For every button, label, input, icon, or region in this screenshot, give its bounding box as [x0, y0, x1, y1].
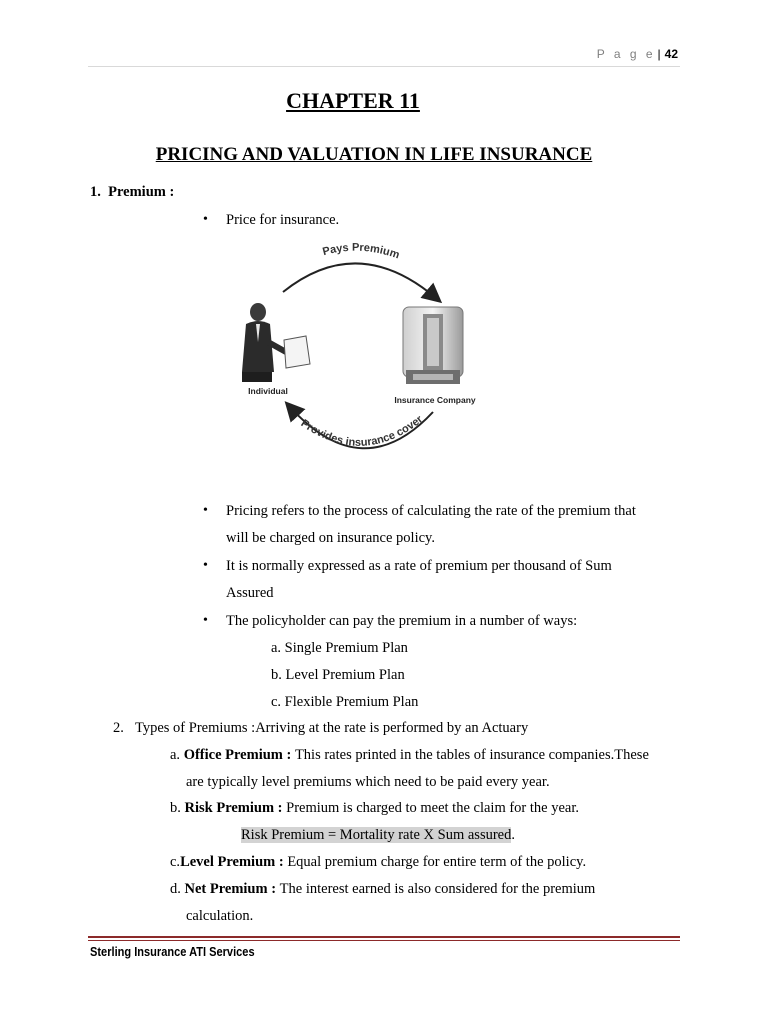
- bullet-ways: The policyholder can pay the premium in a number of ways:: [226, 613, 578, 629]
- bullet-dot: •: [203, 558, 208, 573]
- net-premium-text: The interest earned is also considered for the premium: [279, 881, 596, 897]
- risk-premium-text: Premium is charged to meet the claim for the year.: [286, 800, 580, 816]
- page-header: [597, 47, 678, 61]
- premium-cycle-diagram: [228, 232, 498, 472]
- bullet-dot: •: [203, 212, 208, 227]
- header-rule: [88, 66, 680, 67]
- level-premium-line: [170, 853, 586, 871]
- bullet-price: Price for insurance.: [226, 212, 340, 228]
- footer-rule: [88, 936, 680, 938]
- insurance-company-building-icon: [403, 307, 463, 384]
- office-premium-term: Office Premium :: [183, 747, 292, 763]
- risk-premium-line: [170, 799, 579, 817]
- risk-premium-formula-line: [241, 826, 515, 844]
- item-prefix: a.: [170, 747, 181, 763]
- net-premium-line2: calculation.: [186, 908, 254, 924]
- way-item: a. Single Premium Plan: [271, 640, 408, 656]
- bullet-dot: •: [203, 613, 208, 628]
- level-premium-term: Level Premium :: [180, 854, 284, 870]
- section2-number: 2.: [113, 720, 124, 736]
- bullet-expressed-line1: It is normally expressed as a rate of premium per thousand of Sum: [226, 558, 612, 574]
- risk-premium-term: Risk Premium :: [184, 800, 283, 816]
- section1-title: Premium :: [108, 184, 175, 200]
- bullet-pricing-line2: will be charged on insurance policy.: [226, 530, 435, 546]
- bullet-dot: •: [203, 503, 208, 518]
- formula-period: .: [511, 827, 515, 843]
- section1-number: 1.: [90, 184, 101, 200]
- section2-heading: Types of Premiums :Arriving at the rate is performed by an Actuary: [135, 720, 529, 736]
- item-prefix: c.: [170, 854, 181, 870]
- footer-text: Sterling Insurance ATI Services: [90, 944, 255, 959]
- item-prefix: b.: [170, 800, 181, 816]
- page-word: P a g e: [596, 47, 656, 61]
- item-prefix: d.: [170, 881, 181, 897]
- page-separator: |: [657, 47, 661, 61]
- bullet-expressed-line2: Assured: [226, 585, 274, 601]
- office-premium-line1: [170, 746, 649, 764]
- page-number: 42: [664, 47, 678, 61]
- bullet-pricing-line1: Pricing refers to the process of calculating the rate of the premium that: [226, 503, 636, 519]
- insurance-company-label: Insurance Company: [394, 395, 476, 405]
- way-item: b. Level Premium Plan: [271, 667, 405, 683]
- office-premium-text: This rates printed in the tables of insurance companies.These: [294, 747, 649, 763]
- risk-premium-formula: Risk Premium = Mortality rate X Sum assured: [241, 827, 512, 843]
- chapter-title: CHAPTER 11: [286, 88, 420, 113]
- page-title: PRICING AND VALUATION IN LIFE INSURANCE: [155, 144, 593, 165]
- way-item: c. Flexible Premium Plan: [271, 694, 419, 710]
- pays-premium-label: Pays Premium: [321, 241, 401, 262]
- section1-heading: [90, 183, 174, 201]
- individual-label: Individual: [248, 386, 288, 396]
- level-premium-text: Equal premium charge for entire term of the policy.: [287, 854, 587, 870]
- net-premium-line1: [170, 880, 595, 898]
- office-premium-line2: are typically level premiums which need to be paid every year.: [186, 774, 550, 790]
- footer-rule-thin: [88, 940, 680, 941]
- net-premium-term: Net Premium :: [184, 881, 277, 897]
- provides-cover-label: Provides insurance cover: [298, 413, 426, 449]
